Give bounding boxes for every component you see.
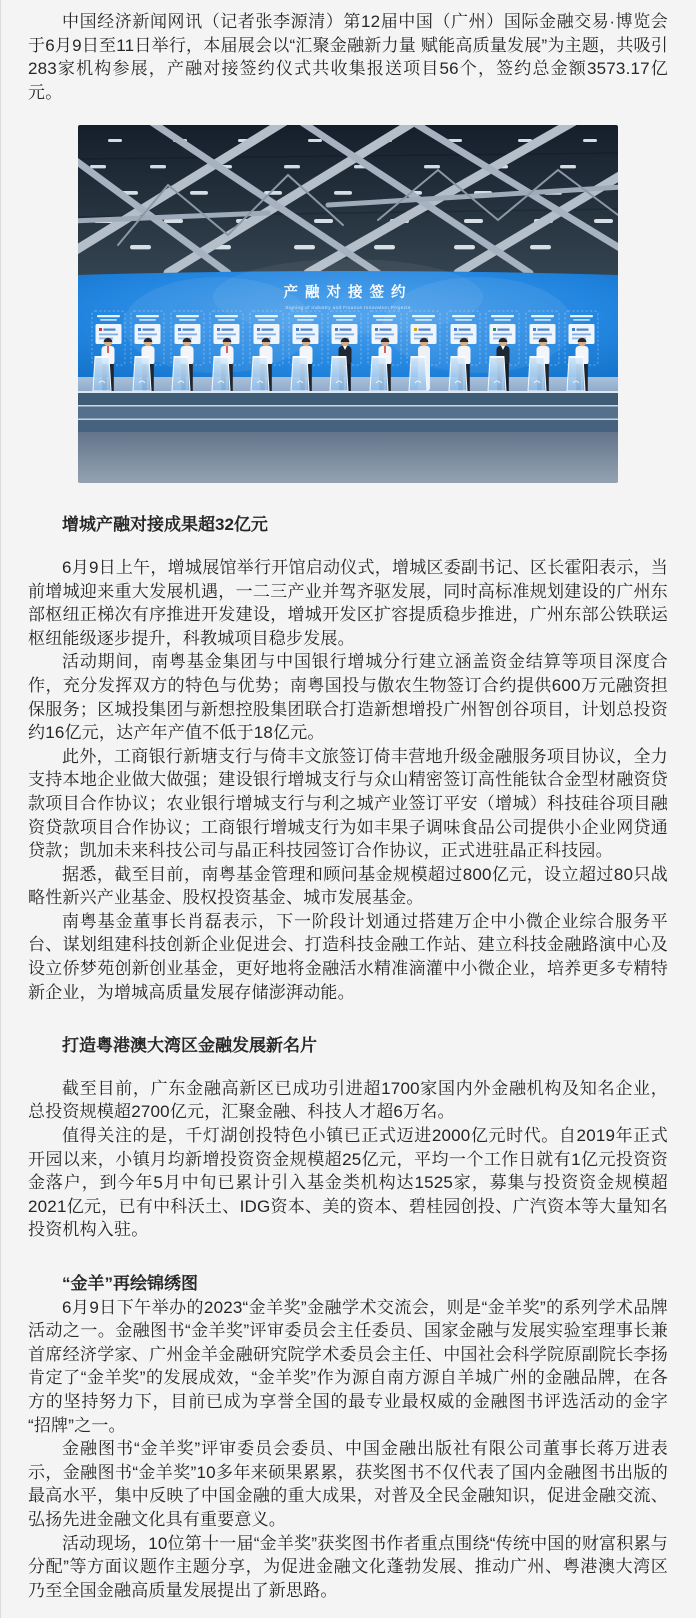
article-paragraph: 据悉，截至目前，南粤基金管理和顾问基金规模超过800亿元，设立超过80只战略性新兴产业基金、股权投资基金、城市发展基金。 bbox=[28, 864, 668, 908]
article-paragraph: 活动期间，南粤基金集团与中国银行增城分行建立涵盖资金结算等项目深度合作，充分发挥双方的特色与优势；南粤国投与傲农生物签订合约提供600万元融资担保服务；区城投集团与新想控股集团联合打造新想增投广州智创谷项目，计划总投资约16亿元，达产年产值不低于18亿元。 bbox=[28, 652, 668, 743]
article-paragraph: 此外，工商银行新塘支行与倚丰文旅签订倚丰营地升级金融服务项目协议，全力支持本地企业做大做强；建设银行增城支行与众山精密签订高性能钛合金型材融资贷款项目合作协议；农业银行增城支行与利之城产业签订平安（增城）科技硅谷项目融资贷款项目合作协议；工商银行增城支行为如丰果子调味食品公司提供小企业网贷通贷款；凯加未来科技公司与晶正科技园签订合作协议，正式进驻晶正科技园。 bbox=[28, 746, 668, 861]
section-heading: 增城产融对接成果超32亿元 bbox=[62, 515, 268, 535]
stage-steps bbox=[78, 391, 618, 432]
event-photo-figure bbox=[78, 125, 618, 483]
article-paragraph: 活动现场，10位第十一届“金羊奖”获奖图书作者重点围绕“传统中国的财富积累与分配”等方面议题作主题分享，为促进金融文化蓬勃发展、推动广州、粤港澳大湾区乃至全国金融高质量发展提出了新思路。 bbox=[28, 1533, 668, 1600]
article-paragraph: 金融图书“金羊奖”评审委员会委员、中国金融出版社有限公司董事长蒋万进表示，金融图书“金羊奖”10多年来硕果累累，获奖图书不仅代表了国内金融图书出版的最高水平，集中反映了中国金融的重大成果，对普及全民金融知识，促进金融交流、弘扬先进金融文化具有重要意义。 bbox=[28, 1439, 668, 1529]
article-paragraph: 6月9日上午，增城展馆举行开馆启动仪式，增城区委副书记、区长霍阳表示，当前增城迎来重大发展机遇，一二三产业并驾齐驱发展，同时高标准规划建设的广州东部枢纽正梯次有序推进开发建设，增城开发区扩容提质稳步推进，广州东部公铁联运枢纽能级逐步提升，科教城项目稳步发展。 bbox=[28, 557, 668, 648]
article-paragraph: 6月9日下午举办的2023“金羊奖”金融学术交流会，则是“金羊奖”的系列学术品牌活动之一。金融图书“金羊奖”评审委员会主任委员、国家金融与发展实验室理事长兼首席经济学家、广州金羊金融研究院学术委员会主任、中国社会科学院原副院长李扬肯定了“金羊奖”的发展成效，“金羊奖”作为源自南方源自羊城广州的金融品牌，在各方的坚持努力下，目前已成为享誉全国的最专业最权威的金融图书评选活动的金字“招牌”之一。 bbox=[28, 1297, 668, 1435]
article-paragraph: 中国经济新闻网讯（记者张李源清）第12届中国（广州）国际金融交易·博览会于6月9日至11日举行，本届展会以“汇聚金融新力量 赋能高质量发展”为主题，共吸引283家机构参展，产融对接签约仪式共收集报送项目56个，签约总金额3573.17亿元。 bbox=[28, 12, 668, 102]
foreground-floor bbox=[78, 432, 618, 483]
article-paragraph: 南粤基金董事长肖磊表示，下一阶段计划通过搭建万企中小微企业综合服务平台、谋划组建科技创新企业促进会、打造科技金融工作站、建立科技金融路演中心及设立侨梦苑创新创业基金，更好地将金融活水精准滴灌中小微企业，培养更多专精特新企业，为增城高质量发展存储澎湃动能。 bbox=[28, 911, 668, 1002]
hall-ceiling bbox=[78, 125, 618, 275]
article-paragraph: 值得关注的是，千灯湖创投特色小镇已正式迈进2000亿元时代。自2019年正式开园以来，小镇月均新增投资资金规模超25亿元，平均一个工作日就有1亿元投资资金落户，到今年5月中旬已累计引入基金类机构达1525家，募集与投资资金规模超2021亿元，已有中科沃土、IDG资本、美的资本、碧桂园创投、广汽资本等大量知名投资机构入驻。 bbox=[28, 1126, 668, 1240]
event-photo bbox=[78, 125, 618, 483]
article-paragraph: 截至目前，广东金融高新区已成功引进超1700家国内外金融机构及知名企业，总投资规模超2700亿元，汇聚金融、科技人才超6万名。 bbox=[28, 1078, 668, 1122]
section-heading: “金羊”再绘锦绣图 bbox=[62, 1274, 198, 1293]
article bbox=[1, 0, 696, 1618]
banner-title: 产融对接签约 bbox=[283, 285, 413, 302]
banner-subtitle: Signing of Industry and Finance Innovation Projects bbox=[285, 305, 411, 311]
section-heading: 打造粤港澳大湾区金融发展新名片 bbox=[62, 1036, 317, 1056]
